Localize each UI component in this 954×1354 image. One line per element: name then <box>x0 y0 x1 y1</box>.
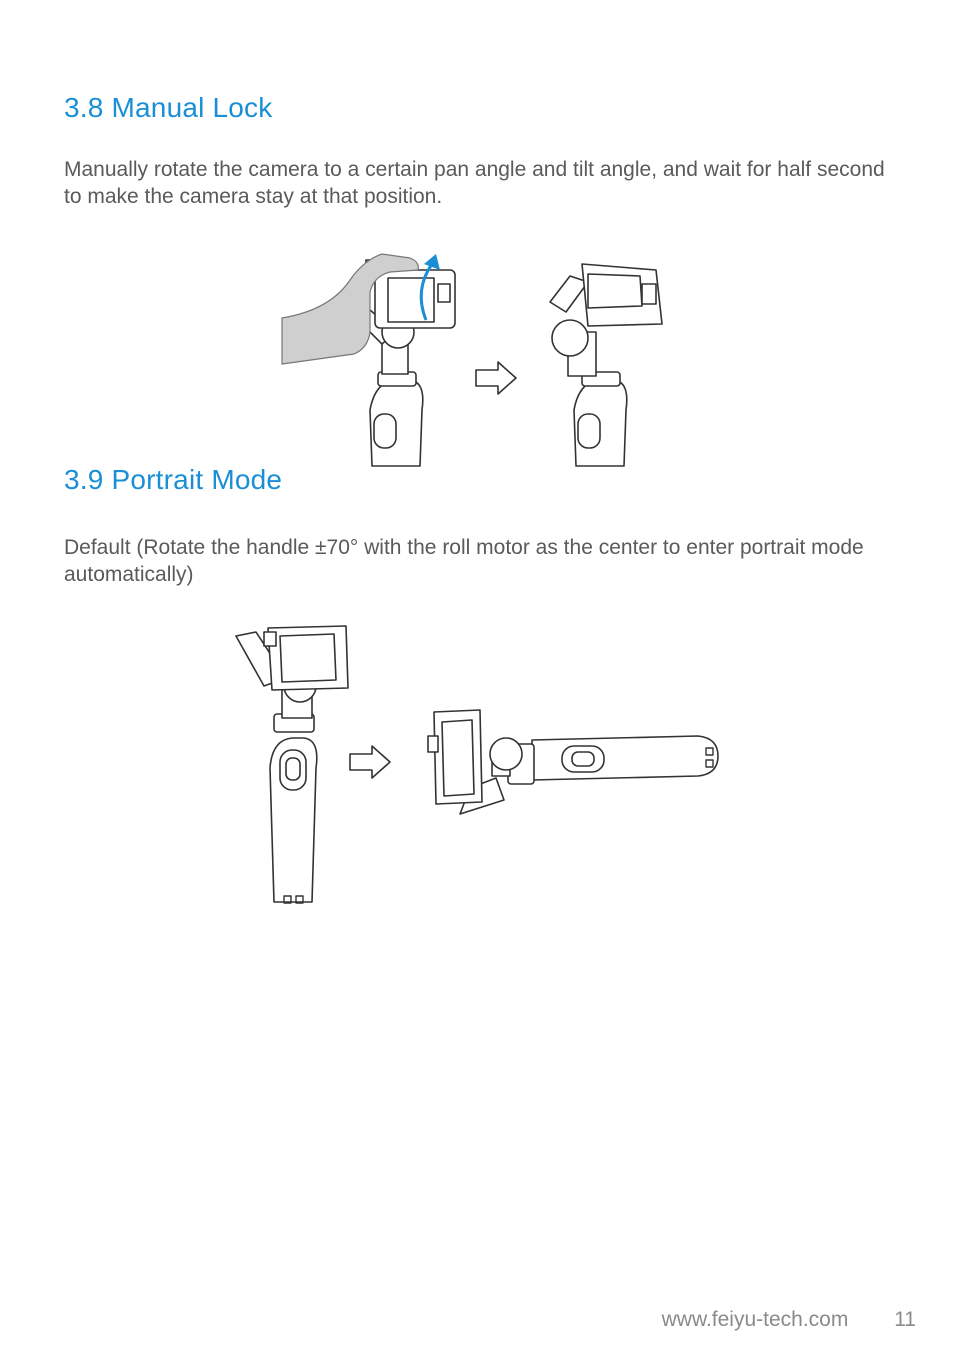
gimbal-portrait <box>428 710 718 814</box>
section-heading-portrait-mode: 3.9 Portrait Mode <box>64 464 283 495</box>
manual-lock-description: Manually rotate the camera to a certain pan angle and tilt angle, and wait for half second to make the camera stay at that position. <box>64 158 885 208</box>
footer-url: www.feiyu-tech.com <box>661 1308 849 1331</box>
portrait-mode-figure <box>228 618 728 914</box>
transition-arrow-icon-2 <box>350 746 390 778</box>
transition-arrow-icon <box>476 362 516 394</box>
gimbal-locked-right <box>550 264 662 466</box>
gimbal-handheld-left <box>360 260 455 466</box>
section-heading-manual-lock: 3.8 Manual Lock <box>64 92 273 123</box>
gimbal-upright <box>236 626 348 903</box>
portrait-mode-description: Default (Rotate the handle ±70° with the roll motor as the center to enter portrait mode automatically) <box>64 536 864 586</box>
page-number: 11 <box>894 1308 916 1331</box>
manual-lock-figure <box>270 240 690 468</box>
page-footer <box>662 1308 916 1332</box>
